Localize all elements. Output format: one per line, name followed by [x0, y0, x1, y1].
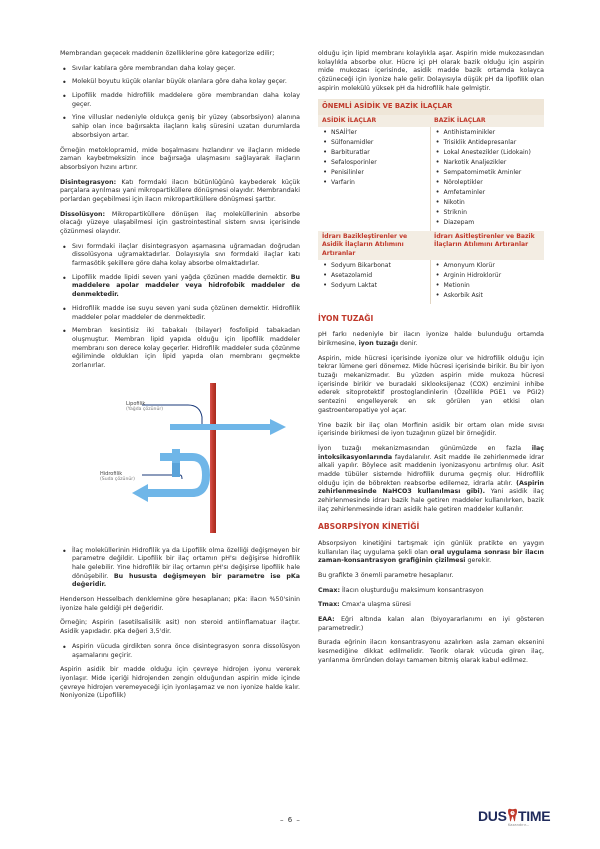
list-item: • Nöroleptikler [435, 179, 540, 187]
list-item: • Narkotik Analjezikler [435, 159, 540, 167]
ion-trap-definition: pH farkı nedeniyle bir ilacın iyonize halde bulunduğu ortamda birikmesine, iyon tuzağı denir. [318, 331, 544, 348]
list-item: • Arginin Hidroklorür [435, 272, 540, 280]
dissolution-list [60, 243, 300, 371]
dissolution-term: Dissolüsyon: [60, 210, 106, 218]
right-column [318, 50, 544, 671]
tooth-icon [507, 808, 518, 822]
list-item: • Sodyum Bikarbonat [322, 262, 426, 270]
list-item: • Sülfonamidler [322, 139, 426, 147]
acidifiers-header: İdrarı Asitleştirenler ve Bazik İlaçların Atılımını Artıranlar [430, 231, 544, 260]
list-item: • Lipofilik madde hidrofilik maddelere göre membrandan daha kolay geçer. [60, 92, 300, 109]
list-item: • Molekül boyutu küçük olanlar büyük olanlara göre daha kolay geçer. [60, 78, 300, 87]
aspirin-ionization-paragraph: Aspirin asidik bir madde olduğu için çevreye hidrojen iyonu vererek iyonlaşır. Mide içeriği hidrojenden zengin olduğundan aspirin mide içinde çevreye hidrojen veremeyeceği için iyonlaşamaz ve non iyonize halde kalır. Noniyonize (Lipofilik) [60, 666, 300, 700]
list-item: • Sodyum Laktat [322, 282, 426, 290]
dissolution-text: Mikropartiküllere dönüşen ilaç moleküllerinin absorbe olacağı yüzeye ulaşabilmesi için gastrointestinal sistem sıvısı içerisinde çözünmesi olayıdır. [60, 210, 300, 235]
list-item: • Sempatomimetik Aminler [435, 169, 540, 177]
absorption-kinetics-heading: ABSORPSİYON KİNETİĞİ [318, 522, 420, 532]
membrane-properties-list [60, 65, 300, 141]
disintegration-text: Katı formdaki ilacın bütünlüğünü kaybederek küçük parçalara ayrılması yani mikropartiküllere dönüşmesi olayıdır. Membrandaki porlardan geçebilmesi için ilacın mikropartiküllere dönüşmesi şarttır. [60, 178, 300, 203]
table-title: ÖNEMLİ ASİDİK VE BAZİK İLAÇLAR [318, 99, 544, 114]
list-item: • Diazepam [435, 219, 540, 227]
disintegration-term: Disintegrasyon: [60, 178, 117, 186]
dustime-logo [478, 806, 550, 830]
list-item: • Sıvılar katılara göre membrandan daha kolay geçer. [60, 65, 300, 74]
absorption-intro-paragraph: Absorpsiyon kinetiğini tartışmak için günlük pratikte en yaygın kullanılan ilaç uygulama şekli olan oral uygulama sonrası bir ilacın zaman-konsantrasyon grafiğinin çizilmesi gerekir. [318, 539, 545, 565]
list-item: • Lokal Anestezikler (Lidokain) [435, 149, 540, 157]
logo-tagline: Kazandırır... [508, 823, 530, 827]
logo-text-time: TIME [518, 808, 551, 824]
parameters-paragraph: Bu grafikte 3 önemli parametre hesaplanır. [318, 571, 454, 579]
pka-list [60, 547, 300, 590]
intro-paragraph: Membrandan geçecek maddenin özelliklerine göre kategorize edilir; [60, 50, 275, 57]
membrane-diagram [60, 383, 300, 533]
acidic-drugs-cell [318, 127, 430, 231]
list-item: • Sıvı formdaki ilaçlar disintegrasyon aşamasına uğramadan doğrudan dissolüsyona uğramaktadırlar. Dolayısıyla sıvı formdaki ilaçlar katı farmasötik şekillere göre daha kolay absorbe olmaktadırlar. [60, 243, 300, 269]
list-item: • Varfarin [322, 179, 426, 187]
cmax-definition: Cmax: İlacın oluşturduğu maksimum konsantrasyon [318, 586, 484, 594]
list-item: • NSAİİ'ler [322, 129, 426, 137]
hydrophilic-label: Hidrofilik (Suda çözünür) [100, 470, 135, 483]
ion-trap-morphine-paragraph: Yine bazik bir ilaç olan Morfinin asidik bir ortam olan mide sıvısı içerisinde birikmesi de iyon tuzağının güzel bir örneğidir. [318, 421, 544, 438]
basic-drugs-cell [430, 127, 544, 231]
lipid-membrane-paragraph: olduğu için lipid membranı kolaylıkla aşar. Aspirin mide mukozasından kolaylıkla absorbe olur. Hücre içi pH olarak bazik olduğu için aspirin mide mukozası içerisinde, asidik madde bazik ortamda kolayca çözüneceği için iyonize hale gelir. Dolayısıyla düşük pH da lipofilik olan aspirin molekülü yüksek pH da hidrofilik hale gelmiştir. [318, 50, 544, 92]
acidifiers-cell [430, 260, 544, 304]
list-item [60, 274, 300, 300]
list-item: • Membran kesintisiz iki tabakalı (bilayer) fosfolipid tabakadan oluşmuştur. Membran lipid yapıda olduğu için lipofilik maddeler membranı son derece kolay geçerler. Hidrofilik maddeler suda çözünme eğiliminde oldukları için lipid yapıda olan membranı geçmekte zorlanırlar. [60, 327, 300, 370]
list-item [60, 547, 300, 590]
list-item: • Penisilinler [322, 169, 426, 177]
aspirin-example-paragraph: Örneğin; Aspirin (asetilsalisilik asit) non steroid antiinflamatuar ilaçtır. Asidik yapıdadır. pKa değeri 3,5'dir. [60, 619, 300, 636]
list-item: • Amfetaminler [435, 189, 540, 197]
list-item: • Askorbik Asit [435, 292, 540, 300]
pka-text: İlaç moleküllerinin Hidrofilik ya da Lipofilik olma özelliği değişmeyen bir parametre değildir. Lipofilik bir ilaç ortamın pH'sı değişirse hidrofilik hale gelebilir. Yine hidrofilik bir ilaç ortamın pH'sı değişirse lipofilik hale dönüşebilir. [72, 546, 300, 580]
lipophilic-label: Lipofilik (Yağda çözünür) [126, 400, 164, 413]
disintegration-paragraph [60, 179, 300, 205]
logo-text-dus: DUS [478, 808, 507, 824]
list-item: • Yine villuslar nedeniyle oldukça geniş bir yüzey (absorbsiyon) alanına sahip olan ince bağırsakta ilaçların kalış süresini uzatan durumlarda absorbsiyon artar. [60, 114, 300, 140]
dissolution-paragraph [60, 211, 300, 237]
ion-trap-intoxication-paragraph: İyon tuzağı mekanizmasından günümüzde en fazla ilaç intoksikasyonlarında faydalanılır. Asit madde ile zehirlenmede idrar alkali yapılır. Böylece asit maddenin iyonizasyonu artırılmış olur. Asit madde tübüler sistemde hidrofilik duruma geçmiş olur. Hidrofilik olduğu için de böbrekten reabsorbe edilemez, idrarla atılır. (Aspirin zehirlenmesinde NaHCO3 kullanılması gibi). Yani asidik ilaç zehirlenmesinde idrarı bazik hale getiren maddeler kullanılırken, bazik ilaç zehirlenmesinde idrarı asidik hale getiren maddeler kullanılır. [318, 444, 545, 513]
acidic-drugs-header: ASİDİK İLAÇLAR [318, 115, 430, 127]
list-item: • Amonyum Klorür [435, 262, 540, 270]
membrane-bar [210, 383, 216, 533]
list-item: • Barbituratlar [322, 149, 426, 157]
acid-base-drugs-table [318, 99, 544, 303]
lipophilic-text: Lipofilik madde lipidi seven yani yağda çözünen madde demektir. [72, 273, 291, 281]
eaa-definition: EAA: Eğri altında kalan alan (biyoyararlanımı en iyi gösteren parametredir.) [318, 616, 544, 632]
alkalinizers-header: İdrarı Bazikleştirenler ve Asidik İlaçların Atılımını Artıranlar [318, 231, 430, 260]
membrane-figure [60, 383, 300, 533]
tmax-definition: Tmax: Cmax'a ulaşma süresi [318, 601, 411, 609]
list-item: • Asetazolamid [322, 272, 426, 280]
list-item: • Trisiklik Antidepresanlar [435, 139, 540, 147]
metoklopramid-paragraph: Örneğin metoklopramid, mide boşalmasını hızlandırır ve ilaçların midede zaman kaybetmeksizin ince bağırsağa ulaşmasını sağlayarak ilaçların absorbsiyon hızını artırır. [60, 146, 300, 171]
alkalinizers-cell [318, 260, 430, 304]
ion-trap-heading: İYON TUZAĞI [318, 313, 374, 323]
list-item: • Sefalosporinler [322, 159, 426, 167]
list-item: • Metionin [435, 282, 540, 290]
henderson-paragraph: Henderson Hesselbach denklemine göre hesaplanan; pKa: ilacın %50'sinin iyonize hale geldiği pH değeridir. [60, 596, 300, 612]
page-number: – 6 – [280, 816, 301, 824]
list-item: • Striknin [435, 209, 540, 217]
list-item: • Antihistaminikler [435, 129, 540, 137]
list-item: • Hidrofilik madde ise suyu seven yani suda çözünen demektir. Hidrofilik maddeler polar maddeler de denmektedir. [60, 305, 300, 322]
pka-text-bold: Bu hususta değişmeyen bir parametre ise pKa değeridir. [72, 572, 301, 589]
basic-drugs-header: BAZİK İLAÇLAR [430, 115, 544, 127]
list-item: • Aspirin vücuda girdikten sonra önce disintegrasyon sonra dissolüsyon aşamalarını geçirir. [60, 643, 300, 660]
aspirin-list [60, 643, 300, 660]
lipophilic-text-bold: Bu maddelere apolar maddeler veya hidrofobik maddeler de denmektedir. [72, 273, 300, 299]
ion-trap-aspirin-paragraph: Aspirin, mide hücresi içerisinde iyonize olur ve hidrofilik olduğu için tekrar lümene geri dönemez. Mide hücresi içerisinde birikir. Bu bir iyon tuzağı mekanizmadır. Bu yüzden aspirin mide mukoza hücresi içerisinde birikir ve buradaki siklooksijenaz (COX) enzimini inhibe ederek sitoprotektif prostoglandinlerin (Özellikle PGE1 ve PGI2) sentezini engelleyerek en sık görülen yan etkisi olan gastroenteropatiye yol açar. [318, 354, 544, 414]
left-column [60, 50, 300, 707]
list-item: • Nikotin [435, 199, 540, 207]
curve-note-paragraph: Burada eğrinin ilacın konsantrasyonu azalırken asla zaman eksenini kesmediğine dikkat edilmelidir. Teorik olarak vücuda giren ilaç, yarılanma ömründen dolayı tamamen bitmiş olarak kabul edilmez. [318, 639, 544, 664]
